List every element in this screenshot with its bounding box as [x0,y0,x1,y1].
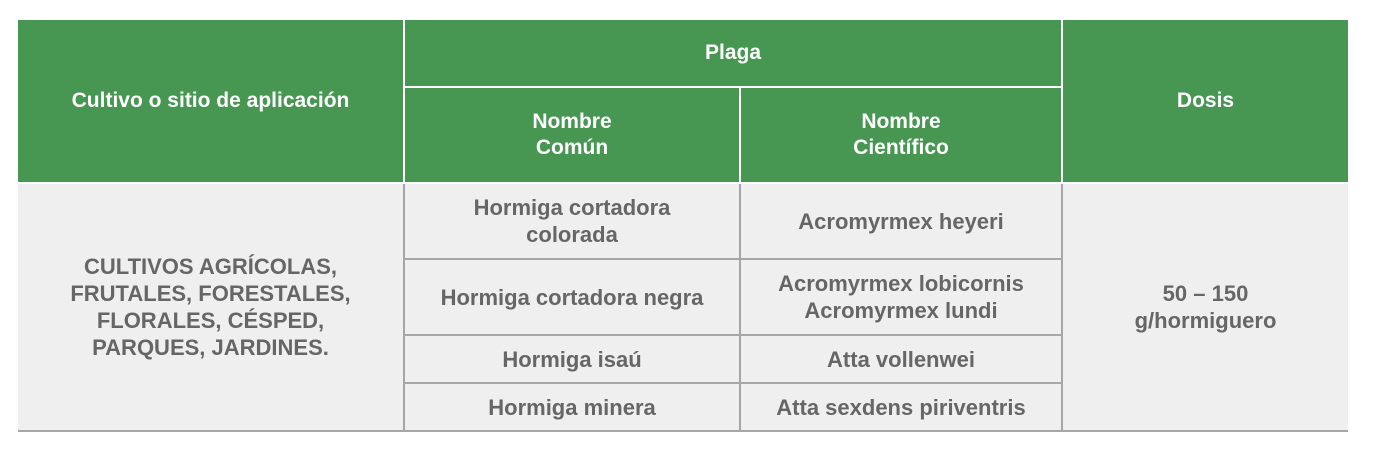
header-plaga: Plaga [404,20,1062,87]
dosage-table-container [18,20,1348,432]
dosage-table [18,20,1348,432]
cultivo-cell [18,183,404,431]
nombre-comun-line: colorada [526,222,618,247]
nombre-cientifico-line: Acromyrmex lundi [804,298,998,323]
nombre-cientifico-cell [740,183,1062,259]
nombre-cientifico-cell [740,259,1062,335]
cultivo-line: CULTIVOS AGRÍCOLAS, [84,254,337,279]
nombre-cientifico-line: Atta sexdens piriventris [776,394,1026,420]
nombre-cientifico-line: Acromyrmex lobicornis [778,271,1024,296]
nombre-cientifico-line: Acromyrmex heyeri [798,208,1004,234]
header-nombre-comun [404,87,740,183]
dosis-cell [1062,183,1348,431]
nombre-comun-cell [404,383,740,431]
header-dosis: Dosis [1062,20,1348,183]
header-nombre-cientifico-line: Científico [853,136,949,159]
nombre-comun-cell [404,335,740,383]
nombre-comun-line: Hormiga cortadora [473,195,671,220]
cultivo-line: FRUTALES, FORESTALES, [70,281,351,306]
nombre-comun-cell [404,183,740,259]
header-nombre-cientifico-line: Nombre [861,110,941,133]
cultivo-line: PARQUES, JARDINES. [92,335,329,360]
cultivo-line: FLORALES, CÉSPED, [96,308,325,333]
header-nombre-comun-line: Nombre [532,110,612,133]
nombre-comun-line: Hormiga minera [488,394,656,420]
header-nombre-comun-line: Común [535,136,609,159]
nombre-comun-line: Hormiga cortadora negra [440,284,704,310]
nombre-comun-cell [404,259,740,335]
header-nombre-cientifico [740,87,1062,183]
nombre-comun-line: Hormiga isaú [502,346,642,372]
nombre-cientifico-line: Atta vollenwei [827,346,975,372]
nombre-cientifico-cell [740,335,1062,383]
header-cultivo: Cultivo o sitio de aplicación [18,20,404,183]
dosis-line: 50 – 150 [1162,281,1249,306]
dosis-line: g/hormiguero [1134,308,1277,333]
table-row [18,183,1348,259]
nombre-cientifico-cell [740,383,1062,431]
